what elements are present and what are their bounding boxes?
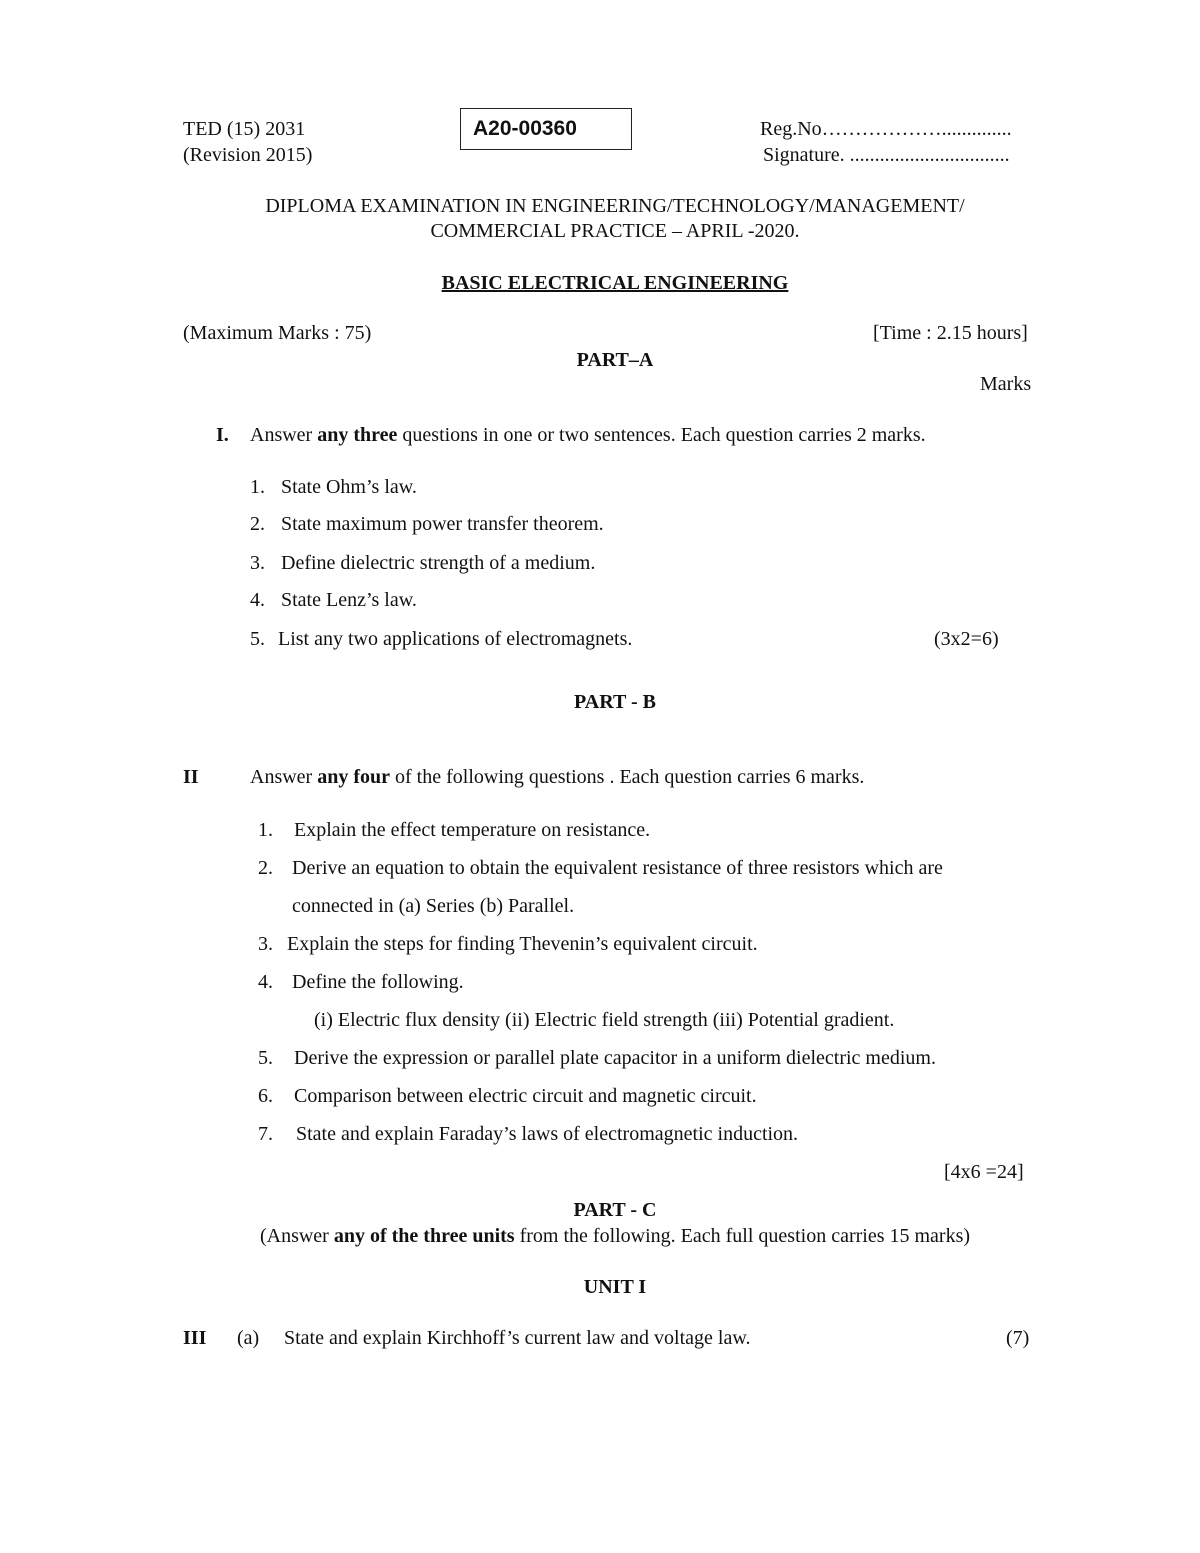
question-text: State and explain Faraday’s laws of electromagnetic induction. [296, 1123, 799, 1145]
question-text: List any two applications of electromagnets. [278, 628, 633, 650]
part-a-question [250, 587, 417, 613]
part-a-question [250, 550, 595, 576]
instruction-pre: Answer [250, 766, 313, 788]
part-b-question-continuation [314, 1007, 894, 1033]
part-a-instruction [250, 422, 926, 448]
sub-question-label: (a) [237, 1327, 260, 1349]
question-text: State Ohm’s law. [281, 476, 417, 498]
question-number: 4. [250, 589, 265, 611]
max-marks: (Maximum Marks : 75) [183, 322, 372, 344]
part-c-question-marks: (7) [1006, 1327, 1030, 1349]
question-number: 2. [250, 513, 265, 535]
question-text: Define dielectric strength of a medium. [281, 552, 596, 574]
part-b-question [258, 969, 464, 995]
part-b-roman: II [183, 766, 199, 788]
part-b-question [258, 1121, 798, 1147]
part-a-question [250, 474, 417, 500]
question-number: 3. [250, 552, 265, 574]
time-allowed: [Time : 2.15 hours] [873, 322, 1028, 344]
question-text: Derive an equation to obtain the equivalent resistance of three resistors which are [292, 857, 943, 879]
question-number: 3. [258, 933, 273, 955]
part-b-question [258, 817, 650, 843]
instruction-post: questions in one or two sentences. Each question carries 2 marks. [402, 424, 926, 446]
question-text: State Lenz’s law. [281, 589, 417, 611]
reg-no-field: Reg.No……………….............. [760, 118, 1012, 140]
part-b-instruction [250, 764, 864, 790]
question-number: 4. [258, 971, 273, 993]
instruction-emphasis: any four [317, 766, 391, 788]
question-text: Define the following. [292, 971, 464, 993]
question-text: Comparison between electric circuit and magnetic circuit. [294, 1085, 757, 1107]
instruction-post: from the following. Each full question carries 15 marks) [519, 1225, 971, 1247]
paper-code-box: A20-00360 [460, 108, 632, 150]
part-b-question [258, 931, 758, 957]
question-text: Explain the effect temperature on resistance. [294, 819, 651, 841]
part-a-heading: PART–A [576, 349, 654, 371]
part-b-question [258, 855, 943, 881]
signature-field: Signature. ................................ [763, 144, 1010, 166]
question-number: 6. [258, 1085, 273, 1107]
question-text: Derive the expression or parallel plate capacitor in a uniform dielectric medium. [294, 1047, 936, 1069]
part-b-question [258, 1045, 936, 1071]
part-a-question [250, 511, 604, 537]
part-b-question [258, 1083, 757, 1109]
part-a-total: (3x2=6) [934, 628, 999, 650]
exam-title-line2: COMMERCIAL PRACTICE – APRIL -2020. [430, 220, 800, 242]
question-text: connected in (a) Series (b) Parallel. [292, 895, 575, 917]
part-c-roman: III [183, 1327, 207, 1349]
question-text: Explain the steps for finding Thevenin’s equivalent circuit. [287, 933, 758, 955]
question-number: 2. [258, 857, 273, 879]
part-c-instruction [0, 1223, 1200, 1249]
part-b-question-continuation [292, 893, 574, 919]
part-a-roman: I. [216, 424, 229, 446]
instruction-pre: (Answer [259, 1225, 329, 1247]
instruction-post: of the following questions . Each question carries 6 marks. [395, 766, 865, 788]
instruction-emphasis: any of the three units [333, 1225, 515, 1247]
question-number: 5. [258, 1047, 273, 1069]
unit-heading: UNIT I [583, 1276, 647, 1298]
marks-label: Marks [980, 373, 1032, 395]
question-text: State maximum power transfer theorem. [281, 513, 604, 535]
question-number: 7. [258, 1123, 273, 1145]
instruction-pre: Answer [250, 424, 313, 446]
question-text: (i) Electric flux density (ii) Electric field strength (iii) Potential gradient. [314, 1009, 895, 1031]
question-number: 1. [258, 819, 273, 841]
instruction-emphasis: any three [317, 424, 398, 446]
part-c-question-text: State and explain Kirchhoff’s current law and voltage law. [284, 1327, 751, 1349]
part-c-heading: PART - C [573, 1199, 657, 1221]
ted-code: TED (15) 2031 [183, 118, 306, 140]
question-number: 1. [250, 476, 265, 498]
revision: (Revision 2015) [183, 144, 313, 166]
subject-title: BASIC ELECTRICAL ENGINEERING [441, 272, 789, 294]
question-number: 5. [250, 628, 265, 650]
part-b-heading: PART - B [574, 691, 656, 713]
part-b-total: [4x6 =24] [944, 1161, 1024, 1183]
exam-title-line1: DIPLOMA EXAMINATION IN ENGINEERING/TECHNOLOGY/MANAGEMENT/ [265, 195, 965, 217]
part-a-question [250, 626, 632, 652]
